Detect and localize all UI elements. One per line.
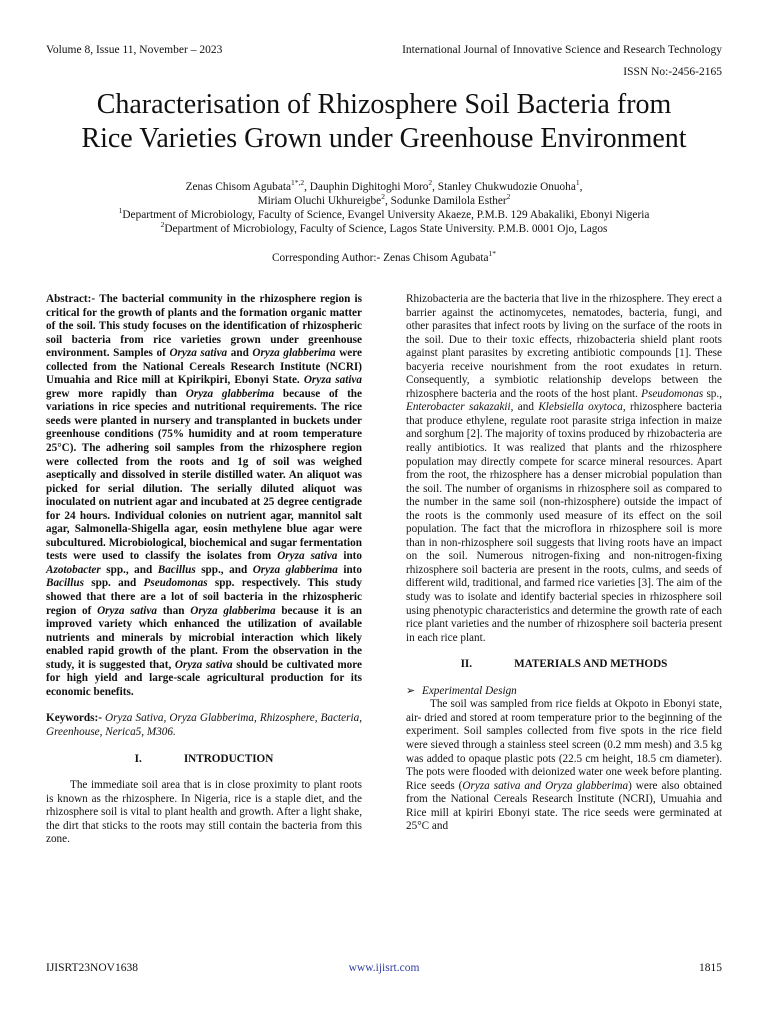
author-line-2: [40, 194, 728, 208]
author-name: , Dauphin Dighitoghi Moro: [304, 181, 429, 193]
affiliation-sup: 2: [160, 220, 165, 230]
section-title: MATERIALS AND METHODS: [514, 658, 668, 671]
affiliation-1: [40, 208, 728, 222]
section-number: II.: [460, 658, 473, 671]
corresponding-author-text: Corresponding Author:- Zenas Chisom Agubata: [272, 252, 489, 264]
title-line-1: Characterisation of Rhizosphere Soil Bacteria from: [96, 89, 672, 120]
author-name: , Sodunke Damilola Esther: [384, 195, 507, 207]
section-number: I.: [134, 752, 142, 765]
section-title: INTRODUCTION: [183, 752, 274, 765]
author-affil-sup: 2: [428, 178, 433, 188]
page-number: 1815: [699, 962, 722, 974]
paper-title: [30, 88, 738, 156]
issn: ISSN No:-2456-2165: [623, 66, 722, 78]
affiliation-text: Department of Microbiology, Faculty of Science, Evangel University Akaeze, P.M.B. 129 Abakaliki, Ebonyi Nigeria: [122, 209, 650, 221]
arrow-bullet-icon: ➢: [406, 684, 416, 697]
author-name: Miriam Oluchi Ukhureigbe: [257, 195, 382, 207]
experimental-design-paragraph: The soil was sampled from rice fields at Okpoto in Ebonyi state, air- dried and stored at room temperature prior to the beginning of the experiment. Soil samples collected from five spots in the rice field were sieved through a stainless steel screen (0.2 mm mesh) and 3.5 kg was added to opaque plastic pots (22.5 cm height, 18.5 cm diameter). The pots were flooded with deionized water one week before planting. Rice seeds (Oryza sativa and Oryza glabberima) were also obtained from the National Cereals Research Institute (NCRI), Umuahia and Rice mill at kpiriri Ebonyi state. The rice seeds were germinated at 25°C and: [406, 698, 722, 833]
affiliation-text: Department of Microbiology, Faculty of Science, Lagos State University. P.M.B. 0001 Ojo, Lagos: [164, 223, 608, 235]
keywords-label: Keywords:-: [46, 712, 102, 725]
keywords: [46, 712, 362, 739]
author-affil-sup: 2: [506, 192, 511, 202]
affiliation-sup: 1: [118, 206, 123, 216]
section-heading-introduction: [46, 753, 362, 767]
running-header-volume: Volume 8, Issue 11, November – 2023: [46, 44, 223, 56]
left-column: [46, 293, 362, 847]
keywords-text: Oryza Sativa, Oryza Glabberima, Rhizosphere, Bacteria, Greenhouse, Nerica5, M306.: [46, 712, 362, 738]
right-column: [406, 293, 722, 834]
section-heading-materials-methods: [406, 658, 722, 672]
title-line-2: Rice Varieties Grown under Greenhouse Environment: [81, 123, 687, 154]
author-name: , Stanley Chukwudozie Onuoha: [432, 181, 576, 193]
author-block: [40, 180, 728, 236]
corresponding-author: [40, 249, 728, 264]
corresponding-author-sup: 1*: [488, 249, 496, 259]
subsection-heading-experimental-design: [406, 685, 722, 699]
footer-website-link[interactable]: www.ijisrt.com: [348, 962, 420, 974]
author-name: Zenas Chisom Agubata: [185, 181, 291, 193]
subsection-title: Experimental Design: [422, 684, 517, 697]
author-affil-sup: 1: [575, 178, 580, 188]
abstract: Abstract:- The bacterial community in the rhizosphere region is critical for the growth of plants and the formation organic matter of the soil. This study focuses on the identification of rhizospheric soil bacteria from rice varieties grown under greenhouse environment. Samples of Oryza sativa and Oryza glabberima were collected from the National Cereals Research Institute (NCRI) Umuahia and Rice mill at Kpirikpiri, Ebonyi State. Oryza sativa grew more rapidly than Oryza glabberima because of the variations in rice species and nutritional requirements. The rice seeds were planted in nursery and transplanted in buckets under greenhouse conditions (75% humidity and at room temperature 25°C). The adhering soil samples from the rhizosphere region were collected from the roots and 1g of soil was weighed aseptically and dissolved in sterile distilled water. An aliquot was picked for serial dilution. The serially diluted aliquot was inoculated on nutrient agar and incubated at 25 degree centigrade for 24 hours. Individual colonies on nutrient agar, mannitol salt agar, Salmonella-Shigella agar, eosin methylene blue agar were subcultured. Microbiological, biochemical and sugar fermentation tests were used to classify the isolates from Oryza sativa into Azotobacter spp., and Bacillus spp., and Oryza glabberima into Bacillus spp. and Pseudomonas spp. respectively. This study showed that there are a lot of soil bacteria in the rhizospheric region of Oryza sativa than Oryza glabberima because it is an improved variety which enhanced the utilization of available nutrients and minerals by microbial interaction which likely enabled rapid growth of the plant. From the observation in the study, it is suggested that, Oryza sativa should be cultivated more for high yield and large-scale agricultural production for its economic benefits.: [46, 293, 363, 698]
running-header-journal: International Journal of Innovative Science and Research Technology: [402, 44, 722, 56]
author-affil-sup: 1*,2: [291, 178, 305, 188]
intro-paragraph: The immediate soil area that is in close proximity to plant roots is known as the rhizosphere. In Nigeria, rice is a staple diet, and the rhizosphere soil is vital to plant health and growth. After a light shake, the dirt that sticks to the roots may still contain the bacteria from this zone.: [46, 779, 362, 846]
footer-article-id: IJISRT23NOV1638: [46, 962, 138, 974]
affiliation-2: [40, 222, 728, 236]
rhizobacteria-paragraph: Rhizobacteria are the bacteria that live in the rhizosphere. They erect a barrier against the actinomycetes, nematodes, bacteria, fungi, and other parasites that infect roots by living on the surface of the roots in the soil. Due to their toxic effects, rhizobacteria shield plant roots against plant parasites by excreting antibiotic compounds [1]. These bacyeria receive nourishment from the root exudates in return. Consequently, a symbiotic relationship develops between the rhizosphere bacteria and the roots of the host plant. Pseudomonas sp., Enterobacter sakazakii, and Klebsiella oxytoca, rhizosphere bacteria that produce ethylene, regulate root parasite striga infection in maize and sorghum [2]. The majority of toxins produced by rhizobacteria are really antibiotics. It was realized that plants and the rhizosphere population may directly compete for scarce mineral resources. Apart from the root, the rhizosphere has a denser microbial population than the soil. The number of organisms in rhizosphere soil as compared to the number in the same soil (non-rhizosphere) outside the impact of the roots is the commonly used measure of its effect on the soil population. The fact that the microflora in rhizosphere soil is more than in non-rhizosphere soil suggests that living roots have an impact on the soil. Numerous nitrogen-fixing and non-nitrogen-fixing rhizosphere soil bacteria are present in the roots, culms, and seeds of different wild, traditional, and farmed rice varieties [3]. The aim of the study was to isolate and identify bacterial species in rhizosphere soil using phenotypic characteristics and determine the growth rate of each rice plant varieties and the number of rhizosphere soil bacteria present in each rice plant.: [406, 293, 722, 644]
author-affil-sup: 2: [381, 192, 385, 202]
author-separator: ,: [579, 181, 583, 193]
